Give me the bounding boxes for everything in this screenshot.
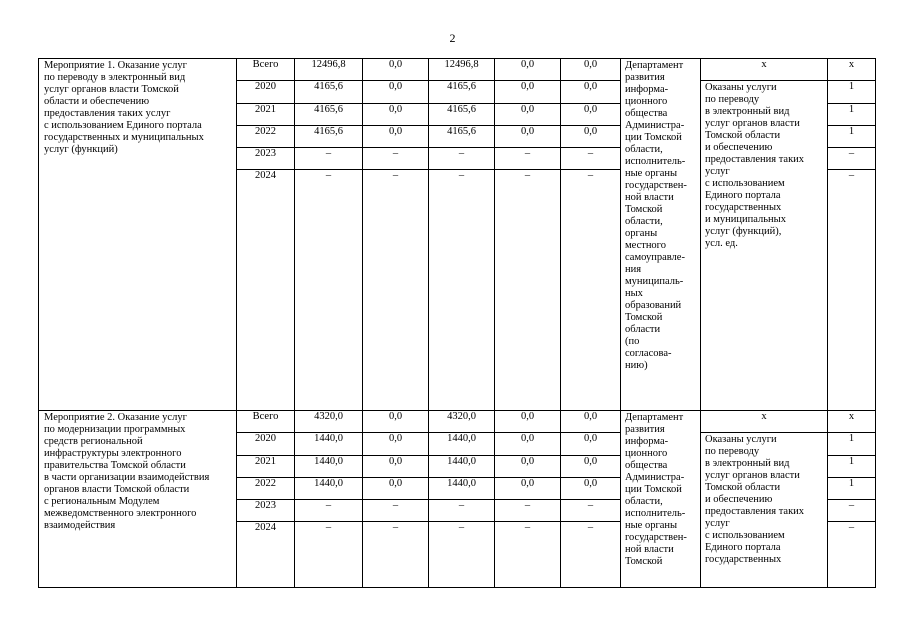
value-cell: –	[429, 170, 495, 411]
result-value-cell: 1	[828, 81, 876, 104]
value-cell: –	[495, 148, 561, 170]
year-cell: 2022	[237, 478, 295, 500]
year-cell: 2022	[237, 126, 295, 148]
value-cell: 0,0	[495, 81, 561, 104]
year-cell: 2021	[237, 104, 295, 126]
value-cell: 1440,0	[429, 478, 495, 500]
value-cell: 0,0	[363, 433, 429, 456]
value-cell: 0,0	[561, 104, 621, 126]
value-cell: 0,0	[561, 456, 621, 478]
responsible-department: Департамент развития информа- ционного общества Администра- ции Томской области, исполнитель- ные органы государствен- ной власти Томской области, органы местного самоуправле- ния муниципаль- ных образований Томской области (по согласова- нию)	[621, 59, 701, 411]
year-cell: Всего	[237, 411, 295, 433]
value-cell: –	[363, 500, 429, 522]
value-cell: 0,0	[561, 411, 621, 433]
value-cell: –	[295, 500, 363, 522]
value-cell: 0,0	[363, 456, 429, 478]
value-cell: 0,0	[363, 81, 429, 104]
year-cell: 2021	[237, 456, 295, 478]
result-value-cell: –	[828, 170, 876, 411]
event-description: Мероприятие 1. Оказание услуг по переводу в электронный вид услуг органов власти Томской области и обеспечению предоставления таких услуг с использованием Единого портала государственных и муниципальных услуг (функций)	[39, 59, 237, 411]
value-cell: –	[561, 522, 621, 588]
year-cell: 2024	[237, 170, 295, 411]
year-cell: 2020	[237, 433, 295, 456]
value-cell: 4320,0	[295, 411, 363, 433]
result-description: Оказаны услуги по переводу в электронный вид услуг органов власти Томской области и обеспечению предоставления таких услуг с использованием Единого портала государственных	[701, 433, 828, 588]
value-cell: –	[561, 148, 621, 170]
value-cell: –	[495, 522, 561, 588]
event-description: Мероприятие 2. Оказание услуг по модернизации программных средств региональной инфраструктуры электронного правительства Томской области в части организации взаимодействия органов власти Томской области с региональным Модулем межведомственного электронного взаимодействия	[39, 411, 237, 588]
value-cell: 0,0	[495, 433, 561, 456]
year-cell: Всего	[237, 59, 295, 81]
value-cell: 0,0	[495, 104, 561, 126]
value-cell: –	[295, 522, 363, 588]
value-cell: 0,0	[561, 433, 621, 456]
year-cell: 2023	[237, 148, 295, 170]
program-table	[38, 58, 876, 588]
value-cell: 0,0	[363, 59, 429, 81]
value-cell: 4165,6	[429, 81, 495, 104]
value-cell: –	[429, 522, 495, 588]
value-cell: –	[363, 148, 429, 170]
result-value-cell: 1	[828, 478, 876, 500]
value-cell: 4165,6	[295, 81, 363, 104]
value-cell: 0,0	[363, 126, 429, 148]
result-value-cell: –	[828, 148, 876, 170]
table-row	[39, 59, 876, 81]
value-cell: 1440,0	[295, 433, 363, 456]
value-cell: 0,0	[363, 104, 429, 126]
value-cell: –	[295, 148, 363, 170]
value-cell: –	[363, 522, 429, 588]
value-cell: 12496,8	[295, 59, 363, 81]
value-cell: 4165,6	[429, 104, 495, 126]
value-cell: 0,0	[363, 411, 429, 433]
result-value-cell: –	[828, 522, 876, 588]
value-cell: 1440,0	[295, 456, 363, 478]
table-row	[39, 411, 876, 433]
value-cell: 0,0	[495, 456, 561, 478]
value-cell: 4165,6	[295, 126, 363, 148]
value-cell: –	[495, 170, 561, 411]
result-value-cell: 1	[828, 433, 876, 456]
value-cell: 4165,6	[295, 104, 363, 126]
responsible-department: Департамент развития информа- ционного общества Администра- ции Томской области, исполнитель- ные органы государствен- ной власти Томской	[621, 411, 701, 588]
year-cell: 2023	[237, 500, 295, 522]
value-cell: 0,0	[561, 478, 621, 500]
value-cell: 12496,8	[429, 59, 495, 81]
value-cell: 0,0	[495, 59, 561, 81]
result-value-cell: 1	[828, 456, 876, 478]
result-indicator-mark: х	[701, 59, 828, 81]
year-cell: 2020	[237, 81, 295, 104]
value-cell: 0,0	[495, 411, 561, 433]
value-cell: –	[295, 170, 363, 411]
value-cell: –	[561, 170, 621, 411]
result-value-cell: –	[828, 500, 876, 522]
year-cell: 2024	[237, 522, 295, 588]
value-cell: 1440,0	[429, 433, 495, 456]
value-cell: –	[429, 500, 495, 522]
value-cell: –	[363, 170, 429, 411]
value-cell: 4320,0	[429, 411, 495, 433]
value-cell: –	[495, 500, 561, 522]
result-value-cell: 1	[828, 104, 876, 126]
value-cell: 1440,0	[295, 478, 363, 500]
value-cell: –	[429, 148, 495, 170]
result-value-cell: х	[828, 411, 876, 433]
value-cell: 0,0	[495, 126, 561, 148]
result-value-cell: 1	[828, 126, 876, 148]
result-indicator-mark: х	[701, 411, 828, 433]
value-cell: 1440,0	[429, 456, 495, 478]
value-cell: 0,0	[561, 81, 621, 104]
value-cell: 0,0	[363, 478, 429, 500]
value-cell: 0,0	[561, 126, 621, 148]
value-cell: 0,0	[495, 478, 561, 500]
result-value-cell: х	[828, 59, 876, 81]
value-cell: –	[561, 500, 621, 522]
value-cell: 0,0	[561, 59, 621, 81]
result-description: Оказаны услуги по переводу в электронный вид услуг органов власти Томской области и обеспечению предоставления таких услуг с использованием Единого портала государственных и муниципальных услуг (функций), усл. ед.	[701, 81, 828, 411]
value-cell: 4165,6	[429, 126, 495, 148]
page-number: 2	[449, 31, 456, 45]
